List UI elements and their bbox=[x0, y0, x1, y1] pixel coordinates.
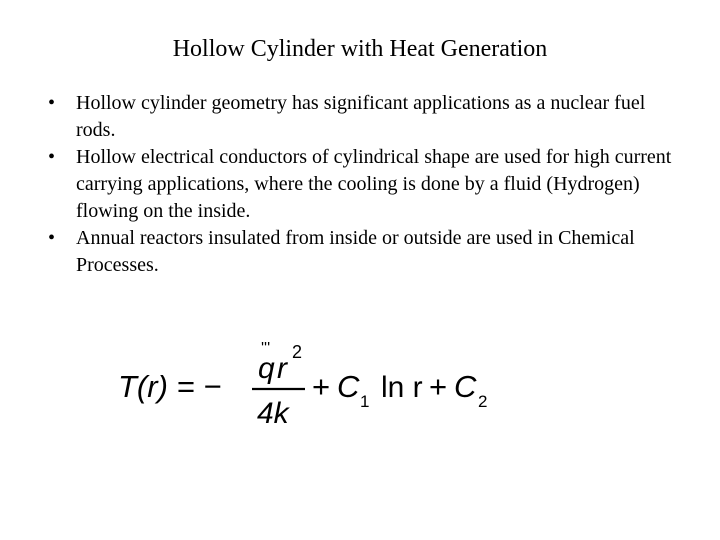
bullet-text: Hollow cylinder geometry has significant applications as a nuclear fuel rods. bbox=[76, 92, 646, 141]
bullet-list bbox=[48, 90, 688, 279]
bullet-marker: • bbox=[48, 92, 56, 114]
bullet-marker: • bbox=[48, 227, 56, 249]
equation-numerator-r: r bbox=[277, 352, 287, 385]
equation-numerator-exponent: 2 bbox=[292, 342, 303, 362]
equation-c1-subscript: 1 bbox=[360, 392, 370, 411]
slide-title: Hollow Cylinder with Heat Generation bbox=[172, 36, 548, 62]
equation-numerator-primes: ''' bbox=[261, 340, 271, 357]
bullet-item bbox=[48, 90, 688, 144]
equation-denominator: 4k bbox=[257, 397, 289, 430]
bullet-marker: • bbox=[48, 146, 56, 168]
equation-c2-subscript: 2 bbox=[478, 392, 488, 411]
bullet-item bbox=[48, 144, 688, 225]
equation-graphic bbox=[115, 335, 495, 435]
equation-numerator-q: q bbox=[258, 352, 275, 385]
bullet-text: Annual reactors insulated from inside or outside are used in Chemical Processes. bbox=[76, 227, 635, 276]
equation-plus-2: + bbox=[429, 369, 448, 404]
equation-plus-1: + bbox=[312, 369, 331, 404]
equation-c1: C bbox=[337, 369, 360, 404]
temperature-equation bbox=[115, 335, 495, 435]
equation-lhs: T(r) = − bbox=[118, 369, 222, 404]
bullet-item bbox=[48, 225, 688, 279]
equation-ln-r: ln r bbox=[381, 371, 423, 404]
bullet-text: Hollow electrical conductors of cylindrical shape are used for high current carrying applications, where the cooling is done by a fluid (Hydrogen) flowing on the inside. bbox=[76, 146, 672, 222]
equation-c2: C bbox=[454, 369, 477, 404]
